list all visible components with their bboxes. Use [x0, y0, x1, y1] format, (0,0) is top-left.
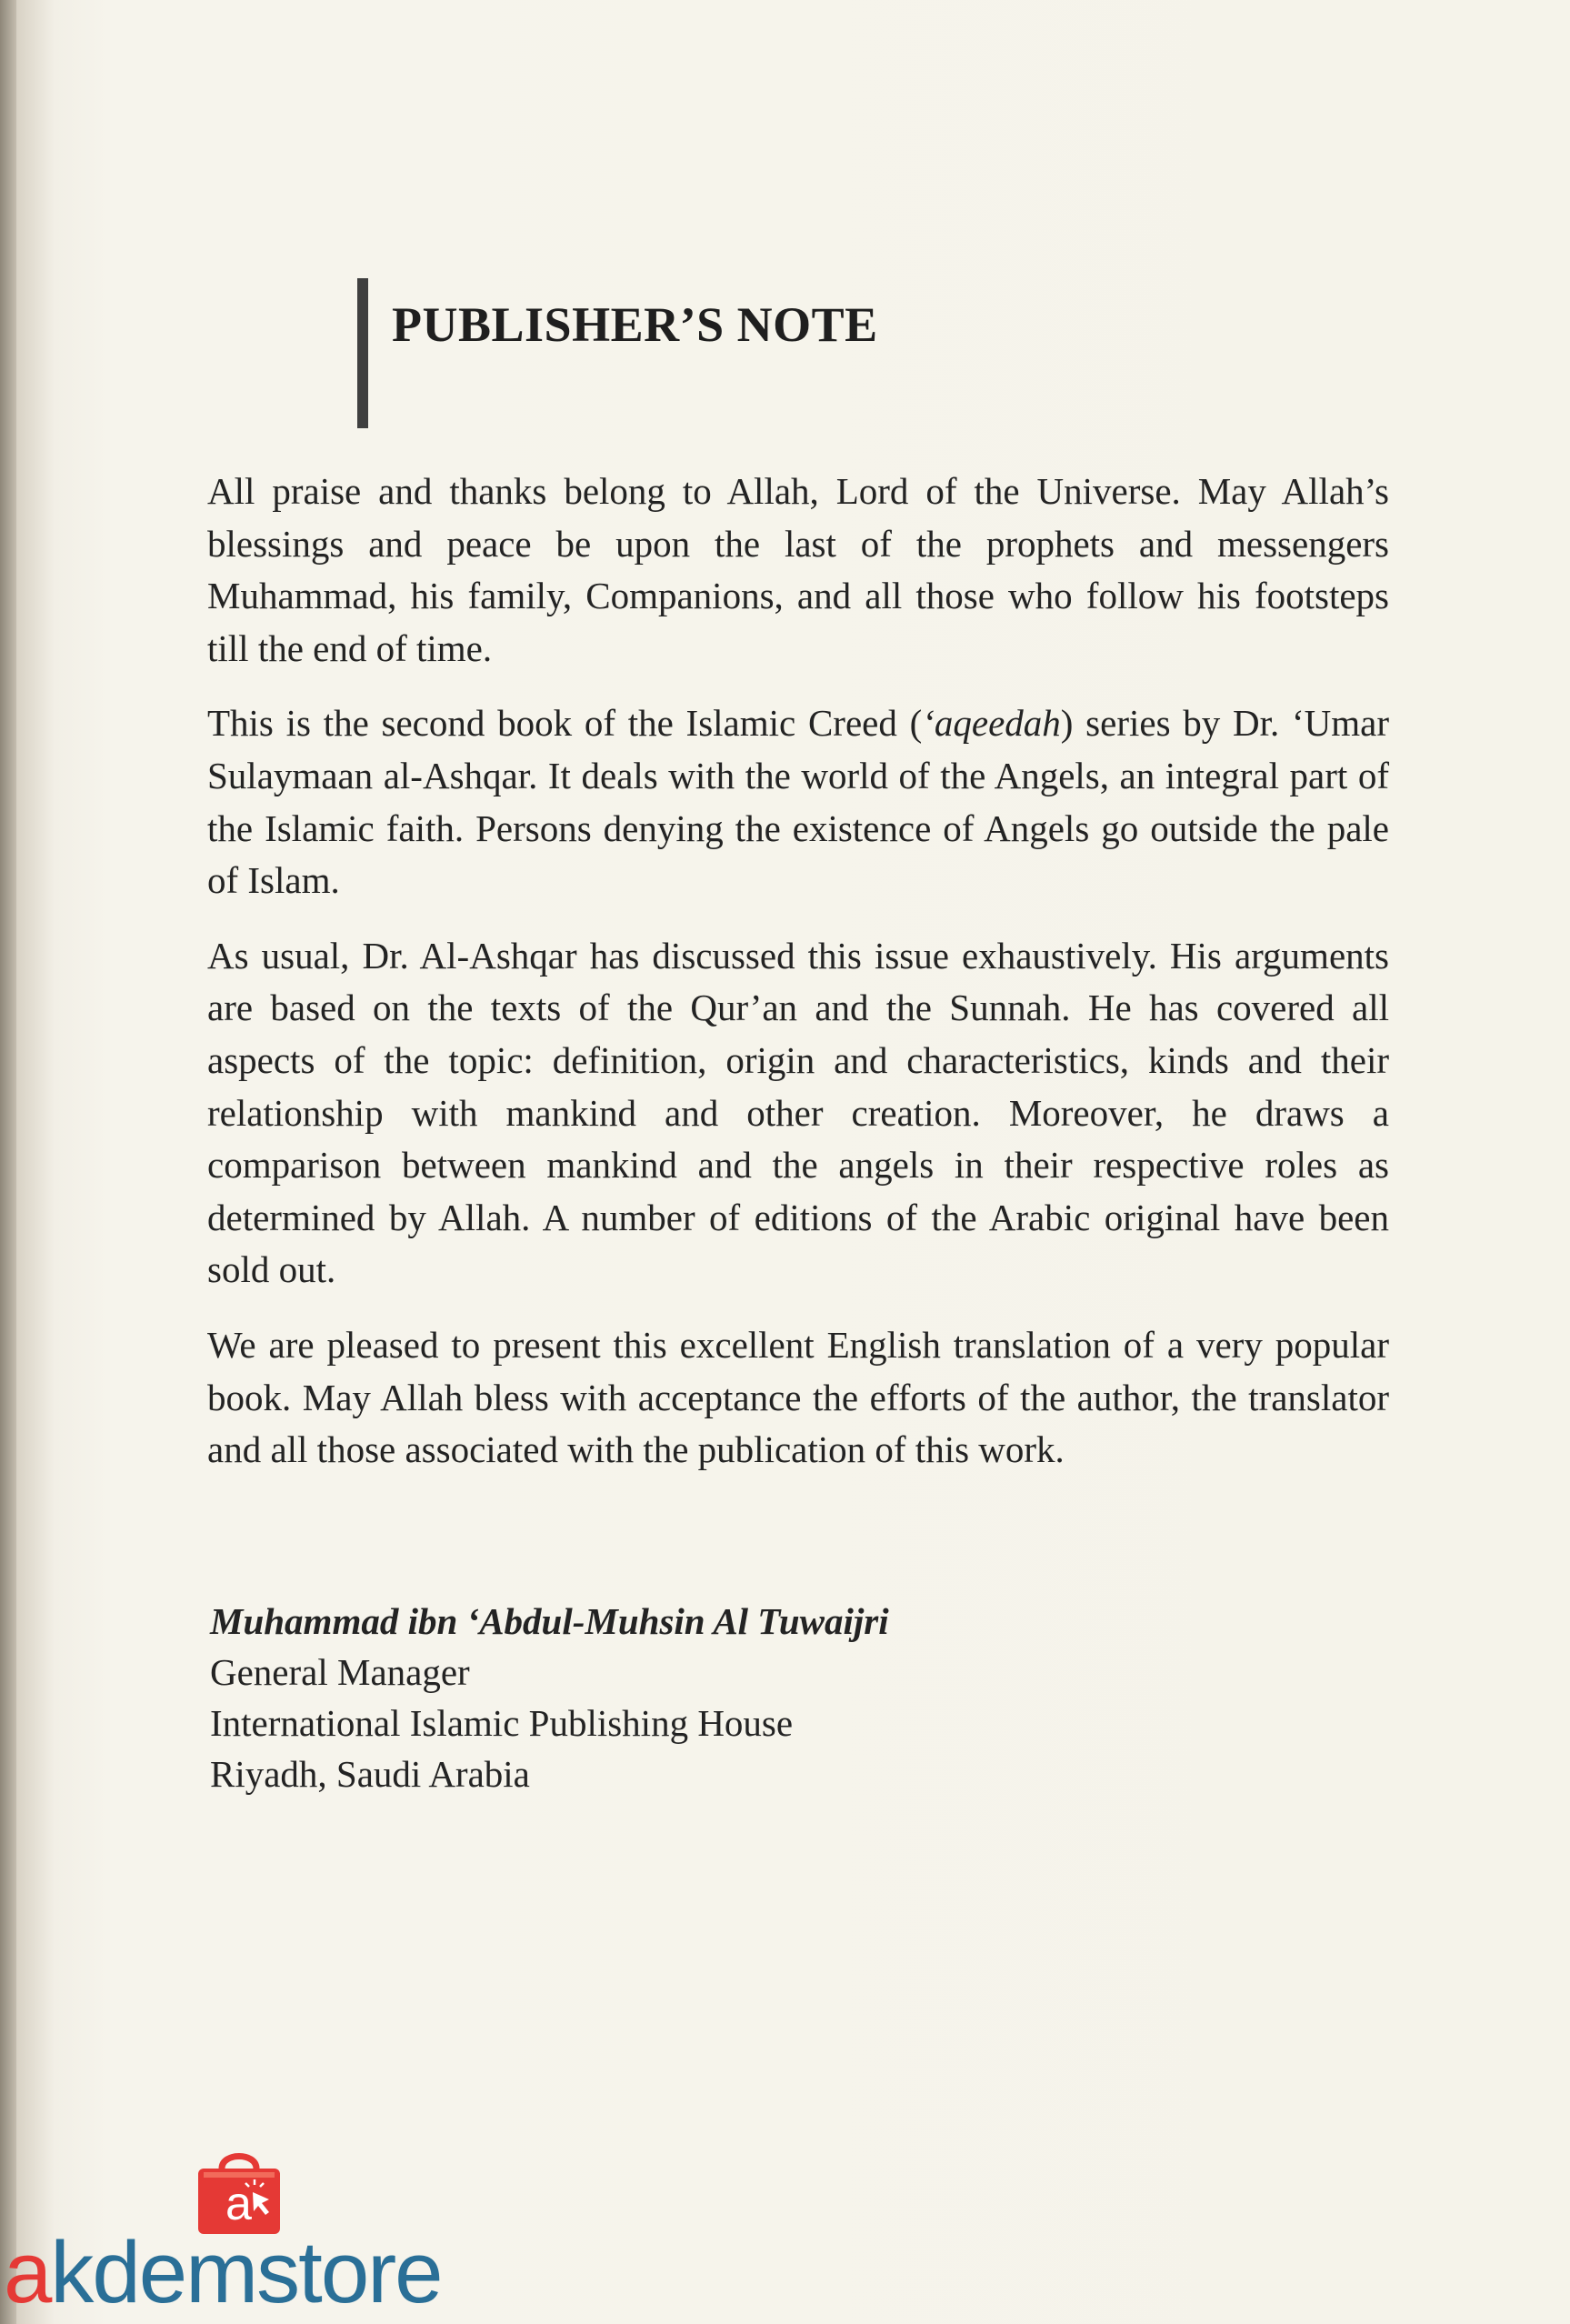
signatory-organization: International Islamic Publishing House — [210, 1702, 794, 1744]
signatory-name: Muhammad ibn ‘Abdul-Muhsin Al Tuwaijri — [210, 1600, 889, 1642]
paragraph-1: All praise and thanks belong to Allah, Lord of the Universe. May Allah’s blessings and peace be upon the last of the prophets and messengers Muhammad, his family, Companions, and all those who follow his footsteps till the end of time. — [207, 470, 1389, 669]
paragraph-2-start: This is the second book of the Islamic Creed ( — [207, 702, 923, 745]
page-title: PUBLISHER’S NOTE — [392, 296, 878, 352]
aqeedah-term: ‘aqeedah — [922, 702, 1061, 745]
paragraph-4: We are pleased to present this excellent English translation of a very popular book. May Allah bless with acceptance the efforts of the author, the translator and all those associated with the publication of this work. — [207, 1323, 1389, 1471]
svg-text:a: a — [225, 2178, 252, 2230]
page-spine-shadow — [0, 0, 16, 2324]
store-name — [4, 2223, 442, 2323]
signatory-title: General Manager — [210, 1651, 470, 1693]
signature-block — [210, 1596, 889, 1799]
body-text — [207, 466, 1389, 1499]
paragraph-2-end: ) series by Dr. ‘Umar Sulaymaan al-Ashqar. It deals with the world of the Angels, an integral part of the Islamic faith. Persons denying the existence of Angels go outside the pale of Islam. — [207, 702, 1389, 902]
akdemstore-watermark — [0, 2132, 491, 2324]
paragraph-2 — [207, 697, 1389, 907]
paragraph-3: As usual, Dr. Al-Ashqar has discussed this issue exhaustively. His arguments are based on the texts of the Qur’an and the Sunnah. He has covered all aspects of the topic: definition, origin and characteristics, kinds and their relationship with mankind and other creation. Moreover, he draws a comparison between mankind and the angels in their respective roles as determined by Allah. A number of editions of the Arabic original have been sold out. — [207, 934, 1389, 1291]
store-name-rest: kdemstore — [50, 2224, 442, 2321]
signatory-location: Riyadh, Saudi Arabia — [210, 1753, 530, 1795]
store-name-first-letter: a — [4, 2224, 51, 2321]
heading-block — [357, 278, 878, 428]
